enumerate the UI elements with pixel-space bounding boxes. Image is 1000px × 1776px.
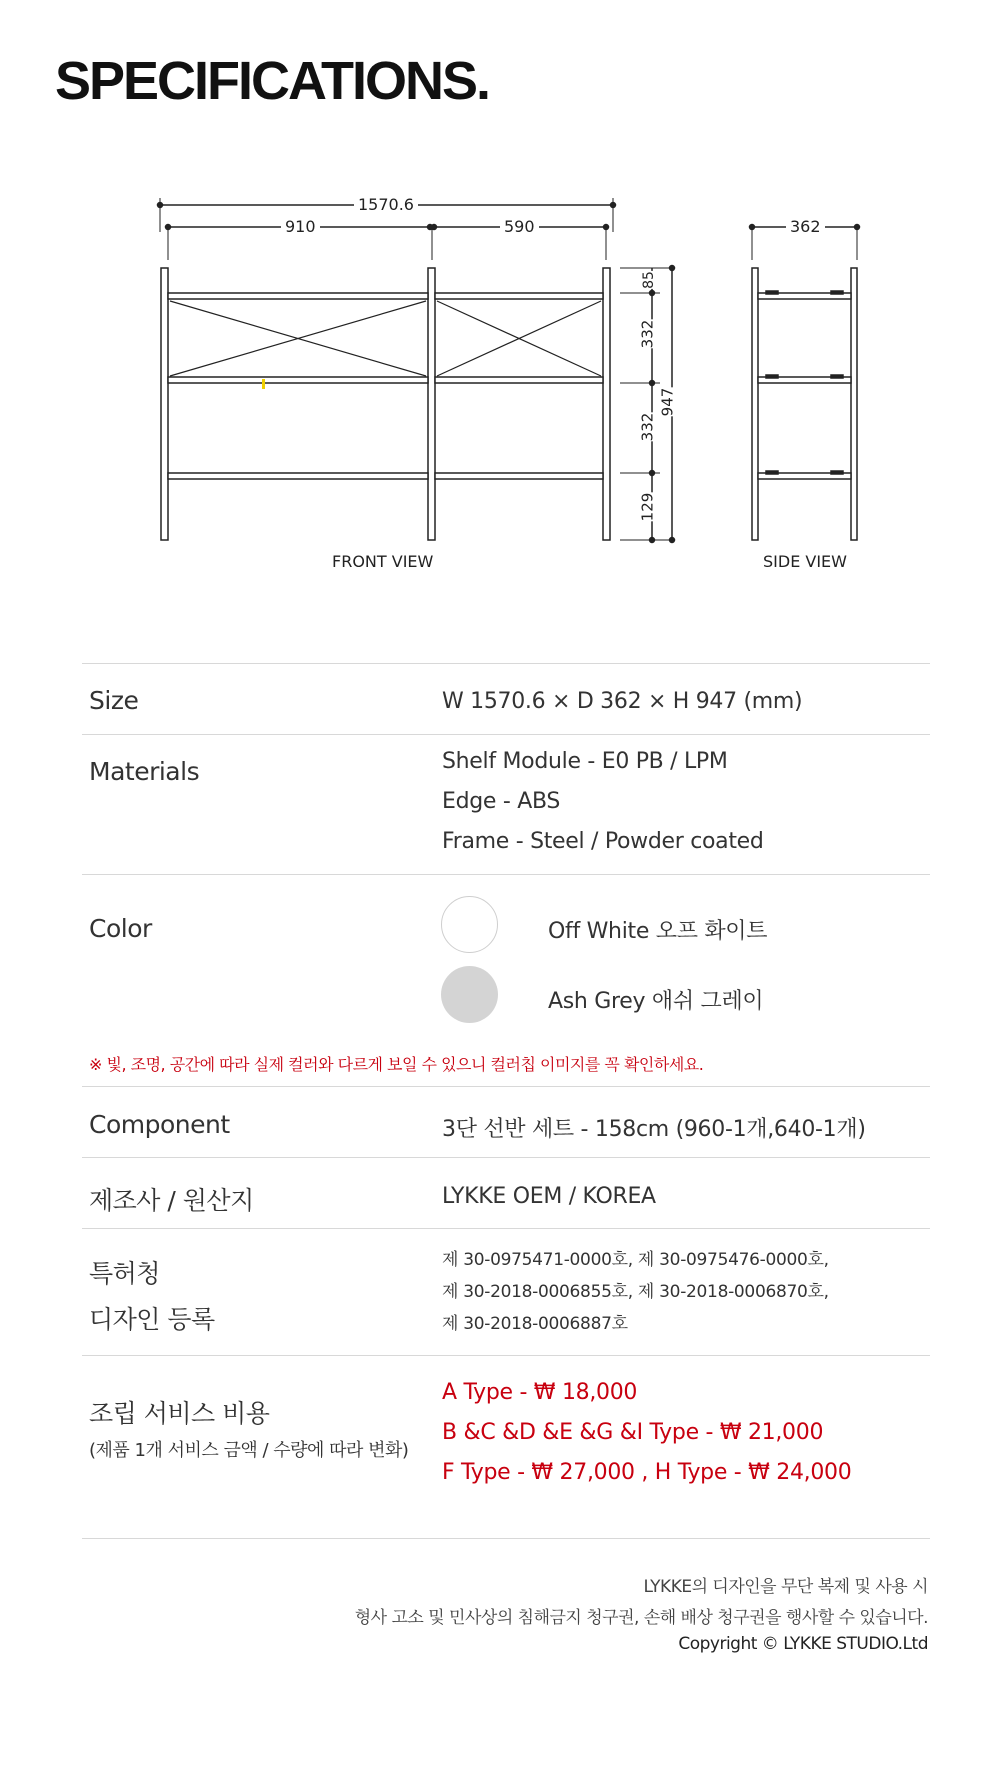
maker-label: 제조사 / 원산지 bbox=[89, 1186, 254, 1215]
dim-total-height: 947 bbox=[658, 387, 677, 417]
patent-label-line-1: 특허청 bbox=[89, 1259, 160, 1288]
divider bbox=[82, 663, 930, 664]
page-title: SPECIFICATIONS. bbox=[55, 51, 490, 111]
front-view-caption: FRONT VIEW bbox=[332, 552, 434, 571]
divider bbox=[82, 1228, 930, 1229]
dimension-drawing bbox=[0, 180, 1000, 590]
component-value: 3단 선반 세트 - 158cm (960-1개,640-1개) bbox=[442, 1117, 866, 1142]
divider bbox=[82, 1355, 930, 1356]
dim-side-depth: 362 bbox=[786, 217, 825, 236]
color-option-off-white: Off White 오프 화이트 bbox=[548, 919, 768, 944]
component-label: Component bbox=[89, 1110, 230, 1139]
materials-line-1: Shelf Module - E0 PB / LPM bbox=[442, 749, 728, 774]
patent-line-1: 제 30-0975471-0000호, 제 30-0975476-0000호, bbox=[442, 1250, 829, 1270]
materials-label: Materials bbox=[89, 757, 200, 786]
swatch-off-white[interactable] bbox=[441, 896, 498, 953]
patent-line-3: 제 30-2018-0006887호 bbox=[442, 1314, 628, 1334]
color-label: Color bbox=[89, 914, 152, 943]
footer-warning-line-1: LYKKE의 디자인을 무단 복제 및 사용 시 bbox=[643, 1577, 928, 1597]
dim-left-width: 910 bbox=[281, 217, 320, 236]
assembly-price-line-2: B &C &D &E &G &I Type - ₩ 21,000 bbox=[442, 1420, 824, 1445]
highlight-mark bbox=[262, 379, 265, 389]
size-label: Size bbox=[89, 686, 139, 715]
color-option-ash-grey: Ash Grey 애쉬 그레이 bbox=[548, 989, 764, 1014]
assembly-price-line-1: A Type - ₩ 18,000 bbox=[442, 1380, 638, 1405]
materials-line-3: Frame - Steel / Powder coated bbox=[442, 829, 764, 854]
maker-value: LYKKE OEM / KOREA bbox=[442, 1184, 656, 1209]
materials-line-2: Edge - ABS bbox=[442, 789, 561, 814]
patent-label-line-2: 디자인 등록 bbox=[89, 1305, 215, 1334]
assembly-label: 조립 서비스 비용 bbox=[89, 1399, 270, 1428]
footer-copyright: Copyright © LYKKE STUDIO.Ltd bbox=[678, 1634, 928, 1654]
dim-top-gap: 85 bbox=[640, 271, 657, 289]
assembly-price-line-3: F Type - ₩ 27,000 , H Type - ₩ 24,000 bbox=[442, 1460, 852, 1485]
assembly-sublabel: (제품 1개 서비스 금액 / 수량에 따라 변화) bbox=[89, 1440, 409, 1461]
divider bbox=[82, 1086, 930, 1087]
side-view-caption: SIDE VIEW bbox=[763, 552, 847, 571]
divider bbox=[82, 1157, 930, 1158]
dim-bottom-gap: 129 bbox=[638, 492, 657, 522]
divider bbox=[82, 1538, 930, 1539]
swatch-ash-grey[interactable] bbox=[441, 966, 498, 1023]
footer-warning-line-2: 형사 고소 및 민사상의 침해금지 청구권, 손해 배상 청구권을 행사할 수 있습니다. bbox=[354, 1608, 928, 1628]
dim-mid-gap: 332 bbox=[638, 319, 657, 349]
patent-line-2: 제 30-2018-0006855호, 제 30-2018-0006870호, bbox=[442, 1282, 829, 1302]
divider bbox=[82, 734, 930, 735]
divider bbox=[82, 874, 930, 875]
dim-right-width: 590 bbox=[500, 217, 539, 236]
front-view-drawing bbox=[158, 198, 676, 543]
dim-lower-gap: 332 bbox=[638, 412, 657, 442]
size-value: W 1570.6 × D 362 × H 947 (mm) bbox=[442, 689, 803, 714]
dim-total-width: 1570.6 bbox=[354, 195, 418, 214]
side-view-drawing bbox=[750, 225, 860, 541]
color-note: ※ 빛, 조명, 공간에 따라 실제 컬러와 다르게 보일 수 있으니 컬러칩 이미지를 꼭 확인하세요. bbox=[89, 1055, 704, 1074]
